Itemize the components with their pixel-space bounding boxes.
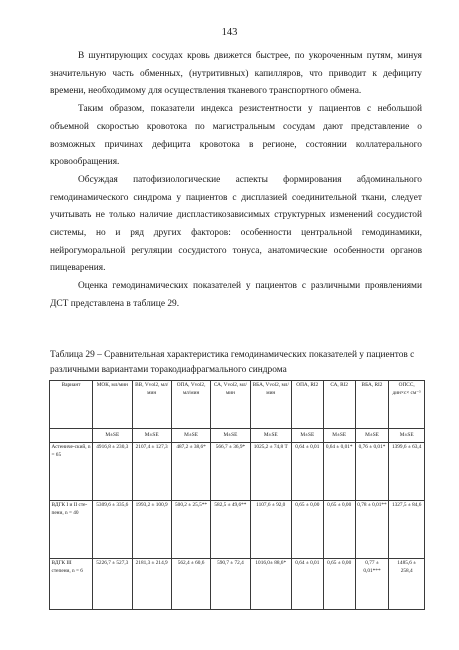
table-unit-cell (50, 429, 93, 443)
paragraph-1: В шунтирующих сосудах кровь движется быстрее, по укороченным путям, минуя значительную часть обменных, (нутритивных) капилляров, что приводит к дефициту времени, необходимому для осуществления тканевого транспортного обмена. (50, 51, 422, 97)
table-cell: 1327,5 ± 84,6 (389, 501, 425, 559)
table-cell: 4916,8 ± 230,3 (93, 443, 132, 501)
table-header-cell: МОК, мл/мин (93, 381, 132, 429)
row-group-label: ВДГК III степени, n = 6 (50, 559, 93, 610)
table-cell: 487,2 ± 38,6* (171, 443, 210, 501)
table-cell: 1399,6 ± 63,4 (389, 443, 425, 501)
page-number: 143 (221, 27, 238, 38)
table-cell: 1025,2 ± 74,8 Т (250, 443, 291, 501)
table-cell: 0,78 ± 0,01** (355, 501, 389, 559)
table-cell: 0,65 ± 0,00 (291, 501, 323, 559)
table-unit-cell: M±SE (250, 429, 291, 443)
table-cell: 0,64 ± 0,01* (323, 443, 355, 501)
table-cell: 0,64 ± 0,01 (291, 443, 323, 501)
table-cell: 1993,2 ± 100,9 (132, 501, 171, 559)
table-unit-cell: M±SE (291, 429, 323, 443)
table-header-cell: Вариант (50, 381, 93, 429)
table-unit-cell: M±SE (132, 429, 171, 443)
table-cell: 590,7 ± 72,4 (211, 559, 250, 610)
table-header-cell: СА, RI2 (323, 381, 355, 429)
table-header-cell: ОПСС, дин×с× см⁻⁵ (389, 381, 425, 429)
paragraph-3: Обсуждая патофизиологические аспекты формирования абдоминального гемодинамического синдрома у пациентов с дисплазией соединительной ткани, следует учитывать не только наличие диспластикозависимых структурных изменений сосудистой системы, но и ряд других факторов: особенности центральной гемодинамики, нейрогуморальной регуляции сосудистого тонуса, анатомические особенности органов пищеварения. (50, 174, 422, 274)
table-header-cell: СА, Vvol2, мл/мин (211, 381, 250, 429)
table-cell: 566,7 ± 36,9* (211, 443, 250, 501)
table-unit-cell: M±SE (93, 429, 132, 443)
table-header-cell: ОПА, Vvol2, мл/мин (171, 381, 210, 429)
table-cell: 2107,4 ± 127,3 (132, 443, 171, 501)
table-unit-cell: M±SE (211, 429, 250, 443)
row-group-label: Астениче-ский, n = 65 (50, 443, 93, 501)
paragraph-2: Таким образом, показатели индекса резистентности у пациентов с небольшой объемной скоростью кровотока по магистральным сосудам дают представление о возможных причинах дефицита кровотока в регионе, состоянии коллатерального кровообращения. (50, 104, 422, 168)
table-unit-cell: M±SE (355, 429, 389, 443)
table-caption: Таблица 29 – Сравнительная характеристика гемодинамических показателей у пациентов с различными вариантами торакодиафрагмального синдрома (50, 350, 415, 375)
table-cell: 5309,6 ± 335,6 (93, 501, 132, 559)
table-row (50, 501, 425, 559)
table-units-row (50, 429, 425, 443)
table-cell: 5226,7 ± 527,3 (93, 559, 132, 610)
table-cell: 2181,3 ± 214,9 (132, 559, 171, 610)
body-text (50, 48, 422, 314)
table-cell: 0,64 ± 0,01 (291, 559, 323, 610)
table-header-cell: ОПА, RI2 (291, 381, 323, 429)
table-unit-cell: M±SE (171, 429, 210, 443)
table-cell: 1016,0± 88,6* (250, 559, 291, 610)
table-cell: 0,76 ± 0,01* (355, 443, 389, 501)
hemodynamics-table (49, 380, 425, 610)
table-cell: 562,4 ± 60,6 (171, 559, 210, 610)
table-cell: 582,5 ± 49,6** (211, 501, 250, 559)
row-group-label: ВДГК I и II сте-пени, n = 40 (50, 501, 93, 559)
table-cell: 0,77 ± 0,01*** (355, 559, 389, 610)
table-row (50, 443, 425, 501)
paragraph-4: Оценка гемодинамических показателей у пациентов с различными проявлениями ДСТ представлена в таблице 29. (50, 281, 422, 309)
table-header-cell: ВВ, Vvol2, мл/мин (132, 381, 171, 429)
table-row (50, 559, 425, 610)
table-header-row (50, 381, 425, 429)
table-header-cell: ВБА, Vvol2, мл/мин (250, 381, 291, 429)
table-cell: 1485,6 ± 258,4 (389, 559, 425, 610)
table-cell: 0,65 ± 0,00 (323, 501, 355, 559)
table-header-cell: ВБА, RI2 (355, 381, 389, 429)
table-unit-cell: M±SE (389, 429, 425, 443)
table-cell: 500,2 ± 25,5** (171, 501, 210, 559)
table-unit-cell: M±SE (323, 429, 355, 443)
table-cell: 1107,6 ± 92,0 (250, 501, 291, 559)
table-cell: 0,65 ± 0,00 (323, 559, 355, 610)
